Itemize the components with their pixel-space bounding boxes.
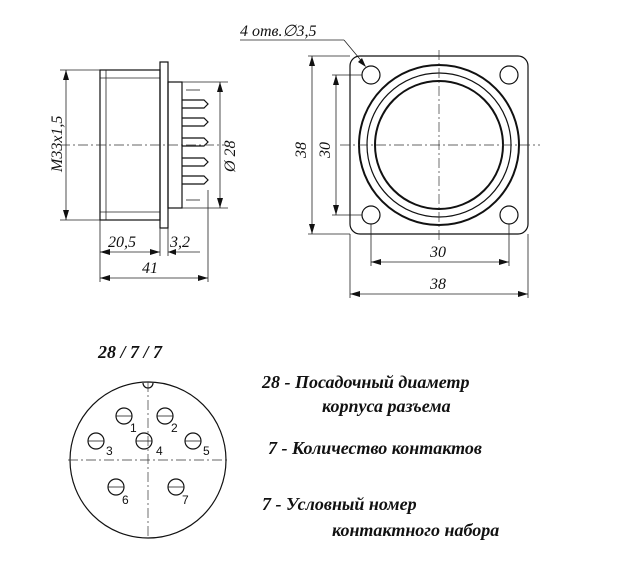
outer-v-arrow-top [309, 56, 315, 66]
side-pin [182, 176, 208, 184]
diameter-label: Ø 28 [222, 140, 239, 172]
body-dim-label: 20,5 [108, 234, 136, 251]
pin-number: 2 [171, 421, 178, 435]
outer-h-arrow-left [350, 291, 360, 297]
diameter-arrow-bottom [217, 198, 223, 208]
pin-number: 1 [130, 421, 137, 435]
total-dim-label: 41 [142, 260, 158, 277]
side-pin [182, 100, 208, 108]
legend-line-1b: корпуса разъема [322, 396, 451, 416]
legend-line-1a: 28 - Посадочный диаметр [262, 372, 470, 392]
pin-6 [108, 479, 129, 507]
flange-dim-label: 3,2 [170, 234, 190, 251]
pin-number: 6 [122, 493, 129, 507]
diameter-arrow-top [217, 82, 223, 92]
inner-h-label: 30 [430, 244, 446, 261]
mount-hole [362, 66, 380, 84]
legend-line-3a: 7 - Условный номер [262, 494, 417, 514]
inner-h-arrow-right [499, 259, 509, 265]
outer-h-label: 38 [430, 276, 446, 293]
mount-hole [500, 66, 518, 84]
pin-7 [168, 479, 189, 507]
legend-line-3b: контактного набора [332, 520, 500, 540]
pin-1 [116, 408, 137, 435]
pin-diagram [68, 342, 228, 538]
pin-3 [88, 433, 113, 458]
body-arrow-right [150, 249, 160, 255]
thread-arrow-bottom [63, 210, 69, 220]
pin-4 [136, 433, 163, 458]
thread-arrow-top [63, 70, 69, 80]
pin-number: 4 [156, 444, 163, 458]
pin-number: 5 [203, 444, 210, 458]
inner-v-arrow-top [333, 75, 339, 85]
side-view [49, 62, 239, 282]
legend-line-2: 7 - Количество контактов [268, 438, 482, 458]
inner-h-arrow-left [371, 259, 381, 265]
outer-h-arrow-right [518, 291, 528, 297]
side-pin [182, 158, 208, 166]
inner-v-arrow-bottom [333, 205, 339, 215]
side-pin [182, 118, 208, 126]
holes-leader-arrow [358, 58, 366, 67]
front-view [240, 23, 540, 298]
mount-hole [500, 206, 518, 224]
mount-hole [362, 206, 380, 224]
outer-v-arrow-bottom [309, 224, 315, 234]
legend [261, 372, 499, 540]
thread-label: М33х1,5 [49, 115, 66, 172]
total-arrow-right [198, 275, 208, 281]
pin-5 [185, 433, 210, 458]
outer-v-label: 38 [293, 142, 310, 158]
holes-label: 4 отв.∅3,5 [240, 23, 317, 40]
pin-2 [157, 408, 178, 435]
pin-number: 7 [182, 493, 189, 507]
inner-v-label: 30 [317, 142, 334, 158]
connector-code: 28 / 7 / 7 [98, 342, 163, 362]
total-arrow-left [100, 275, 110, 281]
pin-number: 3 [106, 444, 113, 458]
